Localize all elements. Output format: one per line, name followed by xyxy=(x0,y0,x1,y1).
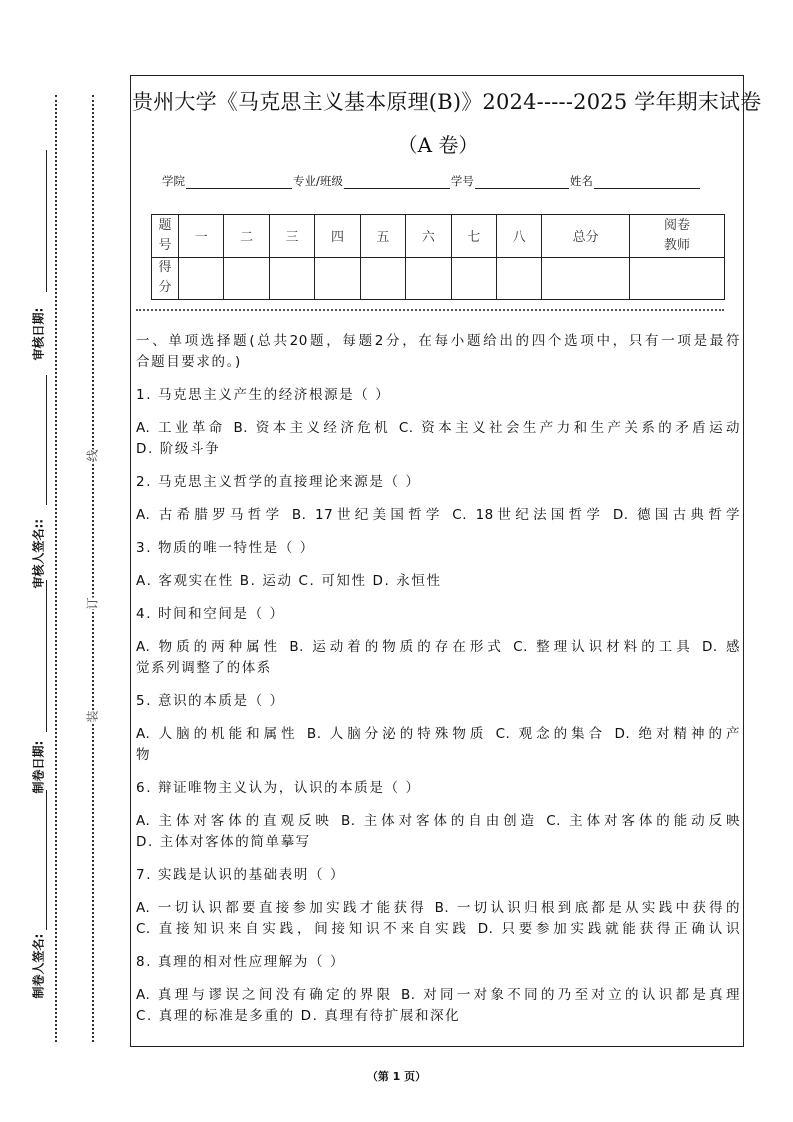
question-stem xyxy=(136,778,740,799)
option-line: C. 直接知识来自实践，间接知识不来自实践 D. 只要参加实践就能获得正确认识 xyxy=(136,921,740,937)
question-stem xyxy=(136,538,740,559)
option-line: A. 工业革命 B. 资本主义经济危机 C. 资本主义社会生产力和生产关系的矛盾运动 xyxy=(136,420,740,436)
maker-sign-line xyxy=(46,790,47,930)
make-date-line xyxy=(46,580,47,732)
question-text: 4. 时间和空间是（ ） xyxy=(136,606,285,622)
table-row xyxy=(152,257,725,300)
question-options xyxy=(136,505,740,526)
option-line: A. 古希腊罗马哲学 B. 17世纪美国哲学 C. 18世纪法国哲学 D. 德国古典哲学 xyxy=(136,507,740,523)
score-cell xyxy=(360,257,405,300)
question-text: 8. 真理的相对性应理解为（ ） xyxy=(136,954,346,970)
section-heading-line: 合题目要求的。) xyxy=(136,354,242,370)
score-cell xyxy=(496,257,541,300)
question-text: 7. 实践是认识的基础表明（ ） xyxy=(136,867,346,883)
option-line: A. 一切认识都要直接参加实践才能获得 B. 一切认识归根到底都是从实践中获得的 xyxy=(136,900,740,916)
question-text: 6. 辩证唯物主义认为，认识的本质是（ ） xyxy=(136,780,421,796)
column-header-grader: 阅卷 教师 xyxy=(630,215,725,258)
name-field[interactable] xyxy=(594,176,700,189)
exam-body xyxy=(136,331,740,1039)
column-header: 六 xyxy=(406,215,451,258)
score-cell xyxy=(224,257,269,300)
score-cell xyxy=(630,257,725,300)
review-date-label: 审核日期: xyxy=(31,307,46,361)
question-stem xyxy=(136,691,740,712)
column-header: 二 xyxy=(224,215,269,258)
college-label: 学院 xyxy=(162,174,185,188)
option-line: A. 主体对客体的直观反映 B. 主体对客体的自由创造 C. 主体对客体的能动反映 xyxy=(136,813,740,829)
option-line: C. 真理的标准是多重的 D. 真理有待扩展和深化 xyxy=(136,1008,461,1024)
question-text: 3. 物质的唯一特性是（ ） xyxy=(136,540,315,556)
reviewer-sign-label: 审核人签名:: xyxy=(31,518,46,589)
row-header-score: 得 分 xyxy=(152,257,179,300)
major-class-field[interactable] xyxy=(344,176,450,189)
column-header: 八 xyxy=(496,215,541,258)
student-id-label: 学号 xyxy=(450,174,474,188)
question-options xyxy=(136,571,740,592)
score-cell xyxy=(269,257,314,300)
question-text: 1. 马克思主义产生的经济根源是（ ） xyxy=(136,387,391,403)
page-number: （第 1 页） xyxy=(366,1070,427,1083)
column-header: 四 xyxy=(315,215,360,258)
score-table xyxy=(151,214,725,300)
option-line: 觉系列调整了的体系 xyxy=(136,660,272,676)
option-line: D. 阶级斗争 xyxy=(136,441,221,457)
question-stem xyxy=(136,472,740,493)
bind-char-ding: 订 xyxy=(85,597,100,610)
option-line: A. 人脑的机能和属性 B. 人脑分泌的特殊物质 C. 观念的集合 D. 绝对精神的产 xyxy=(136,726,740,742)
question-options xyxy=(136,637,740,679)
column-header: 三 xyxy=(269,215,314,258)
divider xyxy=(136,309,724,311)
question-options xyxy=(136,898,740,940)
option-line: A. 真理与谬误之间没有确定的界限 B. 对同一对象不同的乃至对立的认识都是真理 xyxy=(136,987,740,1003)
section-heading xyxy=(136,331,740,373)
binding-dotted-line xyxy=(55,95,57,1042)
column-header: 七 xyxy=(451,215,496,258)
question-stem xyxy=(136,604,740,625)
exam-title: 贵州大学《马克思主义基本原理(B)》2024-----2025 学年期末试卷 xyxy=(132,90,762,114)
option-line: 物 xyxy=(136,747,152,763)
column-header: 总分 xyxy=(542,215,630,258)
score-cell xyxy=(406,257,451,300)
review-date-line xyxy=(46,150,47,292)
student-info xyxy=(162,173,701,189)
option-line: D. 主体对客体的简单摹写 xyxy=(136,834,311,850)
question-options xyxy=(136,811,740,853)
section-heading-line: 一、单项选择题(总共20题，每题2分，在每小题给出的四个选项中，只有一项是最符 xyxy=(136,333,740,349)
question-text: 2. 马克思主义哲学的直接理论来源是（ ） xyxy=(136,474,421,490)
student-id-field[interactable] xyxy=(475,176,569,189)
major-class-label: 专业/班级 xyxy=(293,174,343,188)
question-stem xyxy=(136,865,740,886)
college-field[interactable] xyxy=(186,176,292,189)
name-label: 姓名 xyxy=(569,174,593,188)
column-header: 一 xyxy=(179,215,224,258)
score-cell xyxy=(315,257,360,300)
option-line: A. 客观实在性 B. 运动 C. 可知性 D. 永恒性 xyxy=(136,573,442,589)
question-options xyxy=(136,724,740,766)
column-header: 五 xyxy=(360,215,405,258)
score-cell xyxy=(179,257,224,300)
bind-char-xian: 线 xyxy=(85,449,100,462)
question-options xyxy=(136,985,740,1027)
score-cell xyxy=(542,257,630,300)
question-options xyxy=(136,418,740,460)
reviewer-sign-line xyxy=(46,375,47,505)
option-line: A. 物质的两种属性 B. 运动着的物质的存在形式 C. 整理认识材料的工具 D. 感 xyxy=(136,639,740,655)
cut-dotted-line xyxy=(92,95,94,1042)
question-stem xyxy=(136,385,740,406)
table-row xyxy=(152,215,725,258)
maker-sign-label: 制卷人签名: xyxy=(31,933,46,999)
question-text: 5. 意识的本质是（ ） xyxy=(136,693,285,709)
exam-subtitle: （A 卷） xyxy=(397,133,479,157)
row-header-question: 题 号 xyxy=(152,215,179,258)
bind-char-zhuang: 装 xyxy=(85,710,100,723)
question-stem xyxy=(136,952,740,973)
score-cell xyxy=(451,257,496,300)
make-date-label: 制卷日期: xyxy=(31,740,46,794)
